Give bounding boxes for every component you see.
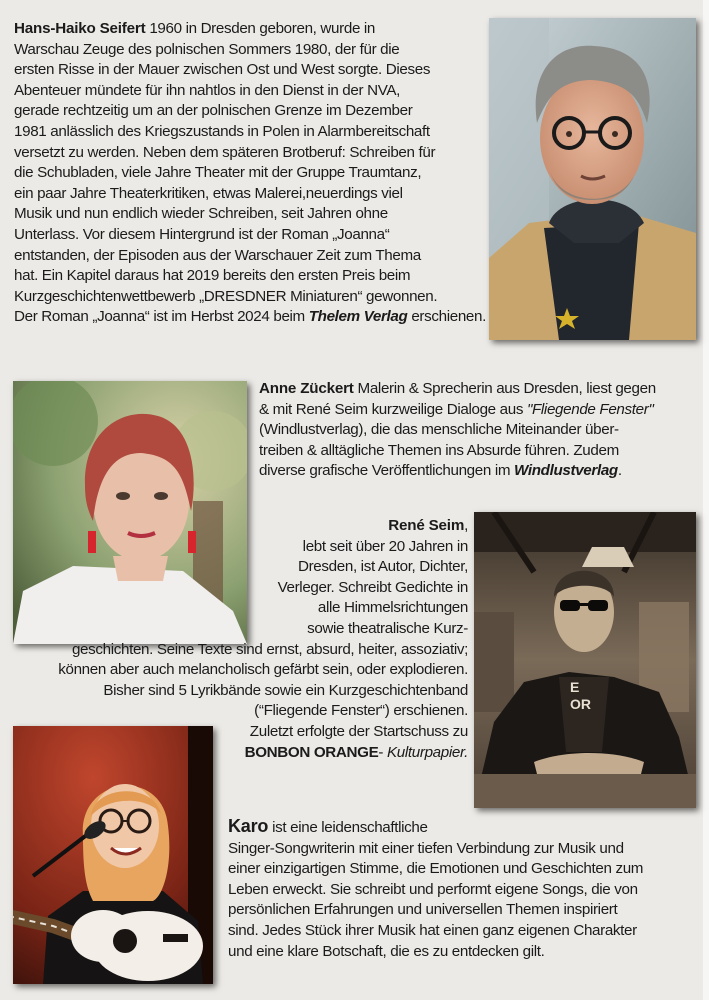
bio-seifert-line: entstanden, der Episoden aus der Warschauer Zeit zum Thema: [14, 246, 421, 264]
author-name-seim: René Seim: [388, 517, 465, 534]
photo-karo: [13, 726, 213, 984]
bio-seifert-line: Unterlass. Vor diesem Hintergrund ist der Roman „Joanna“: [14, 225, 390, 243]
photo-seifert: [489, 18, 696, 340]
bio-seifert-line: Abenteuer mündete für ihn nahtlos in den Dienst in der NVA,: [14, 81, 401, 99]
author-name-karo: Karo: [228, 816, 269, 836]
bio-seifert-line: Kurzgeschichtenwettbewerb „DRESDNER Miniaturen“ gewonnen.: [14, 287, 438, 305]
brand-bonbon-orange: BONBON ORANGE: [244, 743, 379, 761]
bio-seifert-line: 1981 anlässlich des Kriegszustands in Polen in Alarmbereitschaft: [14, 122, 430, 140]
bio-seifert-line: ein paar Jahre Theaterkritiken, etwas Malerei,neuerdings viel: [14, 184, 403, 202]
bio-seifert-line: die Schubladen, viele Jahre Theater mit der Gruppe Traumtanz,: [14, 164, 422, 182]
bio-zueckert: Anne Zückert Malerin & Sprecherin aus Dresden, liest gegen & mit René Seim kurzweilige Dialoge aus "Fliegende Fenster" (Windlustverlag), die das menschliche Miteinander über- treiben & alltägliche Themen ins Absurde führen. Zudem diverse grafische Veröffentlichungen im Windlustverlag.: [259, 380, 656, 480]
photo-seim: [474, 512, 696, 808]
bio-seifert-line: hat. Ein Kapitel daraus hat 2019 bereits den ersten Preis beim: [14, 267, 411, 285]
bio-seifert-line: Der Roman „Joanna“ ist im Herbst 2024 beim Thelem Verlag erschienen.: [14, 308, 486, 326]
publisher-thelem: Thelem Verlag: [308, 308, 408, 326]
svg-text:OR: OR: [570, 696, 591, 712]
bio-seifert-line: Musik und nun endlich wieder Schreiben, seit Jahren ohne: [14, 205, 388, 223]
bio-seifert: [14, 19, 489, 328]
bio-seifert-line: ersten Risse in der Mauer zwischen Ost und West sorgte. Dieses: [14, 61, 431, 79]
publisher-windlust: Windlustverlag: [514, 462, 618, 480]
author-name-zueckert: Anne Zückert: [259, 380, 354, 397]
bio-karo: Karo ist eine leidenschaftliche Singer-Songwriterin mit einer tiefen Verbindung zur Musik und einer einzigartigen Stimme, die Emotionen und Geschichten zum Leben erweckt. Sie schreibt und performt eigene Songs, die von persönlichen Erfahrungen und universellen Themen inspiriert sind. Jedes Stück ihrer Musik hat einen ganz eigenen Charakter und eine klare Botschaft, die es zu entdecken gilt.: [228, 816, 644, 960]
bio-seifert-line: versetzt zu werden. Neben dem späteren Brotberuf: Schreiben für: [14, 143, 436, 161]
author-name-seifert: Hans-Haiko Seifert: [14, 20, 146, 37]
bio-seifert-line: gerade rechtzeitig um an der polnischen Grenze im Dezember: [14, 102, 413, 120]
bio-seifert-line: Warschau Zeuge des polnischen Sommers 1980, der für die: [14, 40, 400, 58]
bio-seim: René Seim, lebt seit über 20 Jahren in Dresden, ist Autor, Dichter, Verleger. Schreibt Gedichte in alle Himmelsrichtungen sowie theatralische Kurz- geschichten. Seine Texte sind ernst, absurd, heiter, assoziativ; können aber auch melancholisch gefärbt sein, oder explodieren. Bisher sind 5 Lyrikbände sowie ein Kurzgeschichtenband (“Fliegende Fenster“) erschienen. Zuletzt erfolgte der Startschuss zu BONBON ORANGE- Kulturpapier.: [58, 517, 468, 761]
book-title-fliegende-fenster: "Fliegende Fenster": [526, 400, 654, 418]
svg-text:E: E: [570, 679, 580, 695]
bio-seifert-line: Hans-Haiko Seifert 1960 in Dresden geboren, wurde in: [14, 20, 376, 37]
